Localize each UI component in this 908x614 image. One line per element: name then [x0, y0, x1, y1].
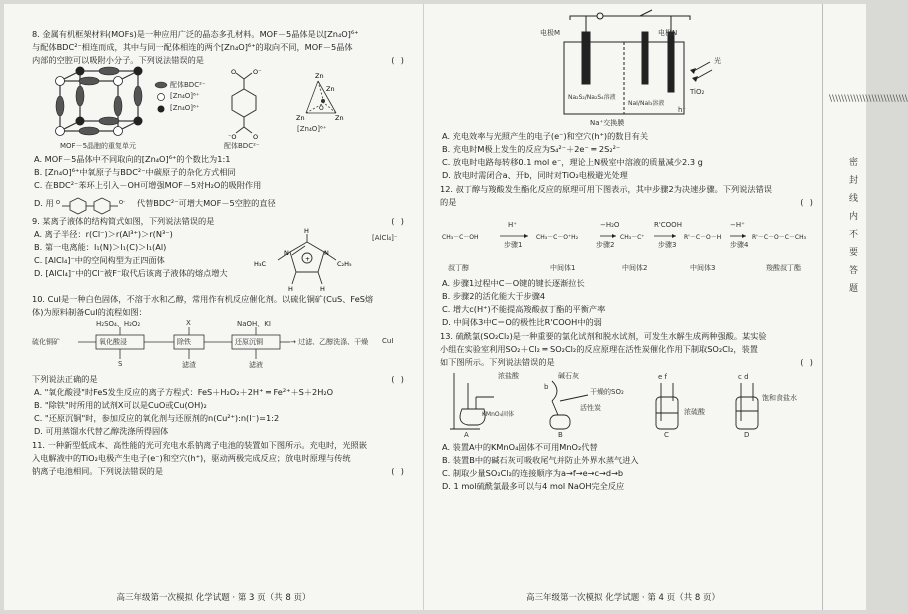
- tert-butanol-label: 叔丁醇: [448, 264, 469, 272]
- q13-stem-2: 小组在实验室利用SO₂＋Cl₂ ═ SO₂Cl₂的反应原理在活性炭催化作用下制取SO₂Cl₂，装置: [440, 344, 758, 354]
- mof5-figure: [32, 67, 405, 153]
- apparatus-a-label: A: [464, 431, 469, 439]
- q11-option-d: D. 放电时需闭合a、开b，同时对TiO₂电极避光处理: [442, 170, 628, 180]
- step1-label: 步骤1: [504, 241, 523, 249]
- seal-line-notice: 密封线内不要答题: [849, 158, 859, 294]
- q9-options: [32, 228, 232, 280]
- flow-step-reduction: 还原沉铜: [235, 338, 263, 346]
- tio2-label: TiO₂: [690, 88, 705, 96]
- apparatus-d-label: D: [744, 431, 750, 439]
- svg-text:O: O: [56, 199, 61, 206]
- flow-step-oxidative-leach: 氧化酸浸: [99, 338, 127, 346]
- svg-text:CH₃－C⁺: CH₃－C⁺: [620, 234, 645, 241]
- q11-stem-3: 钠离子电池相同。下列说法错误的是: [32, 466, 164, 476]
- q9-option-c: C. [AlCl₄]⁻中的空间构型为正四面体: [34, 255, 165, 265]
- q8-option-a: A. MOF－5晶体中不同取向的[Zn₄O]⁶⁺的个数比为1:1: [34, 154, 231, 164]
- flow-step-iron-removal: 除铁: [177, 338, 191, 346]
- conc-hcl-label: 浓盐酸: [498, 372, 519, 380]
- q10-option-b: B. "除铁"时所用的试剂X可以是CuO或Cu(OH)₂: [34, 400, 207, 410]
- svg-text:CH₃－C－O⁺H₂: CH₃－C－O⁺H₂: [536, 234, 579, 241]
- answer-bracket: ( ): [390, 466, 405, 476]
- q12-option-d: D. 中间体3中C＝O的极性比R'COOH中的弱: [442, 317, 602, 327]
- q10-option-d: D. 可用蒸馏水代替乙醇洗涤所得固体: [34, 426, 169, 436]
- question-13: [440, 330, 814, 493]
- step4-reagent: −H⁺: [730, 221, 745, 229]
- q8-option-c: C. 在BDC²⁻苯环上引入－OH可增强MOF－5对H₂O的吸附作用: [34, 180, 262, 190]
- membrane-label: Na⁺交换膜: [590, 119, 625, 127]
- q9-stem: 9. 某离子液体的结构简式如图，下列说法错误的是: [32, 216, 215, 226]
- svg-text:⁻O: ⁻O: [228, 133, 237, 141]
- svg-text:H: H: [304, 227, 309, 235]
- step4-label: 步骤4: [730, 241, 749, 249]
- legend-zn4o-orientation-2: [Zn₄O]⁶⁺: [170, 104, 200, 112]
- question-9: [32, 215, 405, 292]
- activated-carbon-label: 活性炭: [580, 404, 601, 412]
- step1-reagent: H⁺: [508, 221, 517, 229]
- q10-option-c: C. "还原沉铜"时，参加反应的氧化剂与还原剂的n(Cu²⁺):n(I⁻)=1:2: [34, 413, 280, 423]
- answer-bracket: ( ): [390, 55, 405, 65]
- photo-rechargeable-battery-figure: [440, 12, 814, 130]
- svg-text:N: N: [284, 249, 289, 257]
- step3-label: 步骤3: [658, 241, 677, 249]
- q9-option-a: A. 离子半径：r(Cl⁻)＞r(Al³⁺)＞r(N³⁻): [34, 229, 173, 239]
- port-b-label: b: [544, 383, 549, 391]
- q8-stem-1: 8. 金属有机框架材料(MOFs)是一种应用广泛的晶态多孔材料。MOF－5晶体是以[Zn₄O]⁶⁺: [32, 29, 359, 39]
- soda-lime-label: 碱石灰: [558, 372, 579, 380]
- flow-reagent-3: NaOH、KI: [237, 320, 271, 328]
- intermediate-2-label: 中间体2: [622, 264, 648, 272]
- svg-text:H: H: [320, 285, 325, 293]
- imidazolium-structure: [232, 228, 432, 292]
- q8-option-b: B. [Zn₄O]⁶⁺中氧原子与BDC²⁻中碳原子的杂化方式相同: [34, 167, 236, 177]
- ester-product-label: 羧酸叔丁酯: [766, 264, 801, 272]
- ports-d-label: c d: [738, 373, 749, 381]
- right-electrolyte-label: NaI/NaI₃溶液: [628, 100, 665, 107]
- q10-stem-2: 体)为原料制备CuI的流程如图：: [32, 307, 147, 317]
- biphenyl-dicarboxylate-structure: [56, 195, 134, 213]
- step2-reagent: −H₂O: [600, 221, 620, 229]
- q10-option-a: A. "氧化酸浸"时FeS发生反应的离子方程式：FeS＋H₂O₂＋2H⁺ ═ Fe²⁺＋S＋2H₂O: [34, 387, 334, 397]
- ionic-liquid-figure: [32, 228, 405, 292]
- svg-text:R'－C－O－C－CH₃: R'－C－O－C－CH₃: [752, 234, 807, 241]
- legend-ligand: 配体BDC²⁻: [170, 81, 206, 89]
- svg-text:O: O: [231, 68, 237, 76]
- svg-text:CH₃－C－OH: CH₃－C－OH: [442, 234, 479, 241]
- q9-option-b: B. 第一电离能：I₁(N)＞I₁(C)＞I₁(Al): [34, 242, 167, 252]
- svg-text:H: H: [288, 285, 293, 293]
- q12-option-a: A. 步骤1过程中C－O键的键长逐渐拉长: [442, 278, 585, 288]
- hole-label: h⁺: [678, 106, 687, 114]
- q10-stem-1: 10. CuI是一种白色固体，不溶于水和乙醇，常用作有机反应催化剂。以硫化铜矿(CuS、FeS熔: [32, 294, 374, 304]
- kmno4-label: KMnO₄固体: [482, 411, 515, 418]
- flow-output-residue: 滤渣: [182, 361, 196, 369]
- answer-bracket: ( ): [799, 197, 814, 207]
- q13-option-c: C. 制取少量SO₂Cl₂的连接顺序为a→f→e→c→d→b: [442, 468, 624, 478]
- anion-label: [AlCl₄]⁻: [372, 234, 398, 242]
- battery-device-drawing: [440, 12, 820, 130]
- q8-stem-2: 与配体BDC²⁻相连而成，其中与同一配体相连的两个[Zn₄O]⁶⁺的取向不同，MOF－5晶体: [32, 42, 353, 52]
- zn4o-caption: [Zn₄O]⁶⁺: [297, 125, 327, 133]
- conc-h2so4-label: 浓硫酸: [684, 408, 705, 416]
- q9-option-d: D. [AlCl₄]⁻中的Cl⁻被F⁻取代后该离子液体的熔点增大: [34, 268, 228, 278]
- brine-label: 饱和食盐水: [762, 394, 797, 402]
- q13-stem-3: 如下图所示。下列说法错误的是: [440, 357, 555, 367]
- q8-stem-3: 内部的空腔可以吸附小分子。下列说法错误的是: [32, 55, 204, 65]
- svg-text:Zn: Zn: [315, 72, 324, 80]
- q13-stem-1: 13. 硫酰氯(SO₂Cl₂)是一种重要的氯化试剂和脱水试剂，可发生水解生成两种强酸。某实验: [440, 331, 767, 341]
- binding-margin: [822, 4, 908, 610]
- q12-stem-2: 的是: [440, 197, 457, 207]
- question-12: [440, 183, 814, 329]
- svg-text:Zn: Zn: [335, 114, 344, 122]
- q12-stem-1: 12. 叔丁醇与羧酸发生酯化反应的原理可用下图表示，其中步骤2为决速步骤。下列说法错误: [440, 184, 772, 194]
- q11-option-c: C. 放电时电路每转移0.1 mol e⁻，理论上N极室中溶液的质量减少2.3 g: [442, 157, 703, 167]
- flow-reagent-x: X: [186, 319, 191, 327]
- question-11-options: [440, 130, 814, 182]
- question-11: [32, 439, 405, 478]
- q13-option-b: B. 装置B中的碱石灰可吸收尾气并防止外界水蒸气进入: [442, 455, 639, 465]
- intermediate-1-label: 中间体1: [550, 264, 576, 272]
- legend-zn4o-orientation-1: [Zn₄O]⁶⁺: [170, 92, 200, 100]
- question-10: [32, 293, 405, 438]
- step3-reagent: R'COOH: [654, 221, 682, 229]
- apparatus-drawing: [440, 369, 820, 441]
- light-label: 光: [714, 57, 721, 65]
- q13-option-a: A. 装置A中的KMnO₄固体不可用MnO₂代替: [442, 442, 598, 452]
- answer-bracket: ( ): [799, 357, 814, 367]
- q10-ask: 下列说法正确的是: [32, 374, 98, 384]
- dry-so2-label: 干燥的SO₂: [590, 388, 624, 396]
- bdc-caption: 配体BDC²⁻: [224, 142, 260, 150]
- svg-text:+: +: [305, 256, 311, 263]
- cui-process-flow: [32, 319, 405, 373]
- flow-output-filtrate: 滤液: [249, 361, 263, 369]
- electrode-n-label: 电极N: [658, 29, 678, 37]
- question-8: [32, 28, 405, 214]
- q11-stem-2: 入电解液中的TiO₂电极产生电子(e⁻)和空穴(h⁺)，驱动两极完成反应；放电时原理与传统: [32, 453, 351, 463]
- page-3-footer: 高三年级第一次模拟 化学试题 · 第 3 页（共 8 页）: [116, 593, 311, 603]
- flow-ore: 硫化铜矿: [32, 338, 60, 346]
- svg-text:O: O: [253, 133, 259, 141]
- q8-option-d-prefix: D. 用: [34, 198, 54, 208]
- answer-bracket: ( ): [390, 216, 405, 226]
- q8-option-d-text: 代替BDC²⁻可增大MOF－5空腔的直径: [136, 198, 276, 208]
- step2-label: 步骤2: [596, 241, 615, 249]
- svg-text:C₂H₅: C₂H₅: [337, 260, 352, 268]
- ports-c-label: e f: [658, 373, 667, 381]
- intermediate-3-label: 中间体3: [690, 264, 716, 272]
- svg-text:O⁻: O⁻: [119, 199, 126, 206]
- q11-stem-1: 11. 一种新型低成本、高性能的光可充电水系钠离子电池的装置如下图所示。充电时，光照嵌: [32, 440, 367, 450]
- page-4-footer: 高三年级第一次模拟 化学试题 · 第 4 页（共 8 页）: [526, 593, 720, 603]
- left-electrolyte-label: Na₂S₂/Na₂S₄溶液: [568, 94, 616, 101]
- so2cl2-apparatus: [440, 369, 814, 441]
- svg-text:O: O: [319, 105, 324, 112]
- svg-text:H₃C: H₃C: [254, 260, 267, 268]
- esterification-mechanism: [440, 209, 814, 277]
- exam-page-3: [4, 4, 424, 610]
- flow-tail-steps: → 过滤、乙醇洗涤、干燥: [290, 338, 369, 346]
- flow-product: CuI: [382, 337, 394, 345]
- exam-sheet: [4, 4, 908, 610]
- flow-output-s: S: [118, 360, 123, 368]
- svg-text:Zn: Zn: [326, 85, 335, 93]
- apparatus-b-label: B: [558, 431, 563, 439]
- exam-page-4: [424, 4, 822, 610]
- q13-option-d: D. 1 mol硫酰氯最多可以与4 mol NaOH完全反应: [442, 481, 625, 491]
- seal-line-marks: \\\\\\\\\\\\\\\\\\\\\\\\\\: [829, 94, 908, 104]
- q11-option-a: A. 充电效率与光照产生的电子(e⁻)和空穴(h⁺)的数目有关: [442, 131, 649, 141]
- apparatus-c-label: C: [664, 431, 669, 439]
- svg-text:Zn: Zn: [296, 114, 305, 122]
- q12-option-c: C. 增大c(H⁺)不能提高羧酸叔丁酯的平衡产率: [442, 304, 606, 314]
- svg-text:N: N: [324, 249, 329, 257]
- q11-option-b: B. 充电时M极上发生的反应为S₄²⁻＋2e⁻ ═ 2S₂²⁻: [442, 144, 621, 154]
- mof5-unit-caption: MOF－5晶胞的重复单元: [60, 142, 137, 150]
- electrode-m-label: 电极M: [540, 29, 561, 37]
- q12-option-b: B. 步骤2的活化能大于步骤4: [442, 291, 546, 301]
- svg-text:O⁻: O⁻: [253, 68, 262, 76]
- answer-bracket: ( ): [390, 374, 405, 384]
- svg-text:R'－C－O－H: R'－C－O－H: [684, 234, 722, 241]
- flow-reagent-1: H₂SO₄、H₂O₂: [96, 320, 141, 328]
